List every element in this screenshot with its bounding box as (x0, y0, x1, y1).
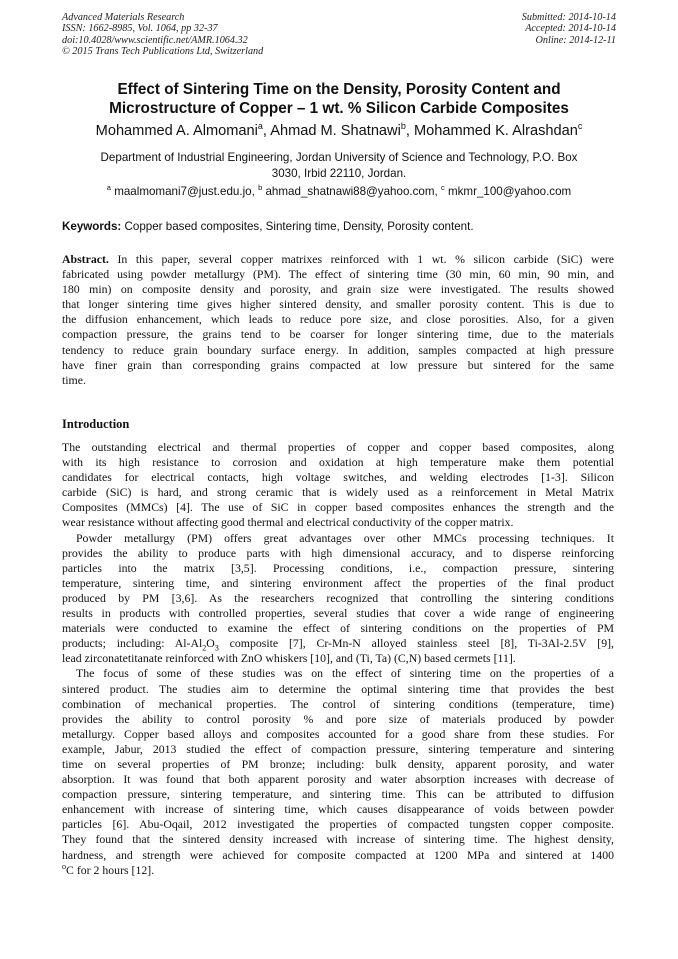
title-line-1: Effect of Sintering Time on the Density, Porosity Content and (117, 81, 561, 98)
keywords (62, 219, 616, 234)
paragraph-line: candidates for electrical contacts, high voltage switches, and welding electrodes [1-3]. Silicon (62, 470, 614, 485)
abstract-line: the diffusion enhancement, which leads to reduce pore size, and close porosities. Also, for a given (62, 312, 614, 327)
email-mark: a (106, 183, 111, 193)
paragraph-line: They found that the sintered density increased with increase of sintering time. The highest density, (62, 832, 614, 847)
author-name: Mohammed A. Almomani (95, 123, 258, 139)
paragraph-line: The outstanding electrical and thermal properties of copper and copper based composites, along (62, 440, 614, 454)
paragraph-line: particles into the matrix [3,5]. Processing conditions, i.e., compaction pressure, sintering (62, 560, 614, 575)
publication-dates (522, 12, 616, 46)
abstract (62, 252, 614, 388)
paragraph-line: combination of mechanical properties. The control of sintering conditions (temperature, time) (62, 696, 614, 711)
author-list: Mohammed A. Almomani$^a$, Ahmad M. Shatnawi$^b$, Mohammed K. Alrashdan$^c$ (95, 121, 583, 139)
paragraph-line: hardness, and strength were achieved for composite compacted at 1200 MPa and sintered at 1400 (62, 847, 614, 862)
paragraph-line: Composites (MMCs) [4]. The use of SiC in copper based composites enhances the strength and the (62, 500, 614, 515)
paragraph-line: time on several properties of PM bronze; including: bulk density, apparent porosity, and water (62, 756, 614, 771)
email-link[interactable]: maalmomani7@just.edu.jo (114, 185, 252, 198)
affiliation-line-1: Department of Industrial Engineering, Jordan University of Science and Technology, P.O. Box (100, 151, 578, 164)
paragraph-line: with its high resistance to corrosion and oxidation at high temperature make them potential (62, 455, 614, 470)
paragraph-line: carbide (SiC) is hard, and strong ceramic that is widely used as a reinforcement in Metal Matrix (62, 485, 614, 500)
paragraph-line: sintered product. The studies aim to determine the optimal sintering time that provides the best (62, 681, 614, 696)
paragraph-line: absorption. It was found that both apparent porosity and water absorption increases with decrease of (62, 772, 614, 787)
email-mark: b (258, 183, 263, 193)
abstract-line: tendency to reduce grain boundary surface energy. In addition, samples compacted at high pressure (62, 342, 614, 357)
keywords-label: Keywords: (62, 220, 122, 233)
abstract-label: Abstract. (62, 252, 109, 266)
paragraph-line: produced by PM [3,6]. As the researchers recognized that controlling the sintering conditions (62, 590, 614, 605)
journal-info (62, 12, 263, 57)
abstract-line: 180 min) on composite density and porosity, and grain size were investigated. The results showed (62, 282, 614, 297)
abstract-line: compaction pressure, the grains tend to be coarser for longer sintering time, due to the materials (62, 327, 614, 342)
paragraph-line: Powder metallurgy (PM) offers great advantages over other MMCs processing techniques. It (76, 530, 614, 545)
paragraph-line: provides the ability to produce parts with high dimensional accuracy, and to disperse reinforcing (62, 545, 614, 560)
paragraph-line: wear resistance without affecting good thermal and electrical conductivity of the copper matrix. (62, 515, 514, 530)
author-mark: a (257, 121, 263, 132)
paragraph-line: enhancement with increase of sintering time, which causes disappearance of voids between powder (62, 802, 614, 817)
abstract-line: have finer grain than corresponding grains compacted at low pressure but sintered for the same (62, 357, 614, 372)
accepted-date: Accepted: 2014-10-14 (525, 23, 616, 35)
paragraph-line: $^o$C for 2 hours [12]. (62, 861, 155, 877)
paragraph-line: temperature, sintering time, and sintering environment affect the properties of the final product (62, 575, 614, 590)
abstract-line: time. (62, 372, 86, 387)
affiliation (60, 150, 618, 181)
paragraph-line: products; including: $Al-Al_2O_3$ composite [7], Cr-Mn-N alloyed stainless steel [8], Ti-3Al-2.5V [9], (62, 636, 614, 653)
email-mark: c (440, 183, 445, 193)
section-heading: Introduction (62, 417, 130, 431)
paragraph-line: lead zirconatetitanate reinforced with ZnO whiskers [10], and (Ti, Ta) (C,N) based cermets [11]. (62, 651, 516, 666)
paragraph-line: results in products with controlled properties, several studies that cover a wide range of engineering (62, 606, 614, 621)
paragraph-line: materials were conducted to examine the effect of sintering conditions on the properties of PM (62, 621, 614, 636)
introduction-body (62, 440, 614, 878)
keywords-text: Copper based composites, Sintering time, Density, Porosity content. (124, 220, 474, 233)
author-emails: $^a$ maalmomani7@just.edu.jo, $^b$ ahmad_shatnawi88@yahoo.com, $^c$ mkmr_100@yahoo.com (106, 183, 572, 198)
paper-title (40, 80, 638, 118)
journal-name: Advanced Materials Research (62, 12, 185, 23)
paragraph-line: The focus of some of these studies was on the effect of sintering time on the properties of a (76, 666, 614, 681)
abstract-line: that longer sintering time gives higher sintered density, and smaller porosity content. This is due to (62, 297, 614, 312)
doi-line: doi:10.4028/www.scientific.net/AMR.1064.32 (62, 34, 248, 46)
issn-line: ISSN: 1662-8985, Vol. 1064, pp 32-37 (62, 23, 218, 35)
affiliation-line-2: 3030, Irbid 22110, Jordan. (271, 166, 407, 180)
abstract-line: Abstract. In this paper, several copper matrixes reinforced with 1 wt. % silicon carbide (SiC) were (62, 252, 614, 266)
email-link[interactable]: mkmr_100@yahoo.com (447, 185, 572, 198)
online-date: Online: 2014-12-11 (535, 34, 616, 46)
paragraph-line: particles [6]. Abu-Oqail, 2012 investigated the properties of compacted tungsten copper composite. (62, 817, 614, 832)
author-name: Ahmad M. Shatnawi (270, 123, 401, 139)
submitted-date: Submitted: 2014-10-14 (521, 12, 616, 23)
title-line-2: Microstructure of Copper – 1 wt. % Silicon Carbide Composites (109, 100, 569, 117)
paragraph-line: compaction pressure, sintering temperature, and sintering time. This can be attributed to diffusion (62, 787, 614, 802)
paragraph-line: provides the ability to control porosity % and pore size of materials produced by powder (62, 711, 614, 726)
paragraph-line: metallurgy. Copper based alloys and composites accounted for a good share from these studies. For (62, 726, 614, 741)
copyright-line: © 2015 Trans Tech Publications Ltd, Switzerland (62, 45, 264, 57)
author-mark: b (400, 121, 406, 132)
abstract-line: fabricated using powder metallurgy (PM). The effect of sintering time (30 min, 60 min, 90 min, and (62, 267, 614, 282)
author-mark: c (577, 121, 583, 132)
paragraph-line: example, Jabur, 2013 studied the effect of compaction pressure, sintering temperature and sintering (62, 741, 614, 756)
author-name: Mohammed K. Alrashdan (413, 123, 578, 139)
email-link[interactable]: ahmad_shatnawi88@yahoo.com (265, 185, 435, 198)
